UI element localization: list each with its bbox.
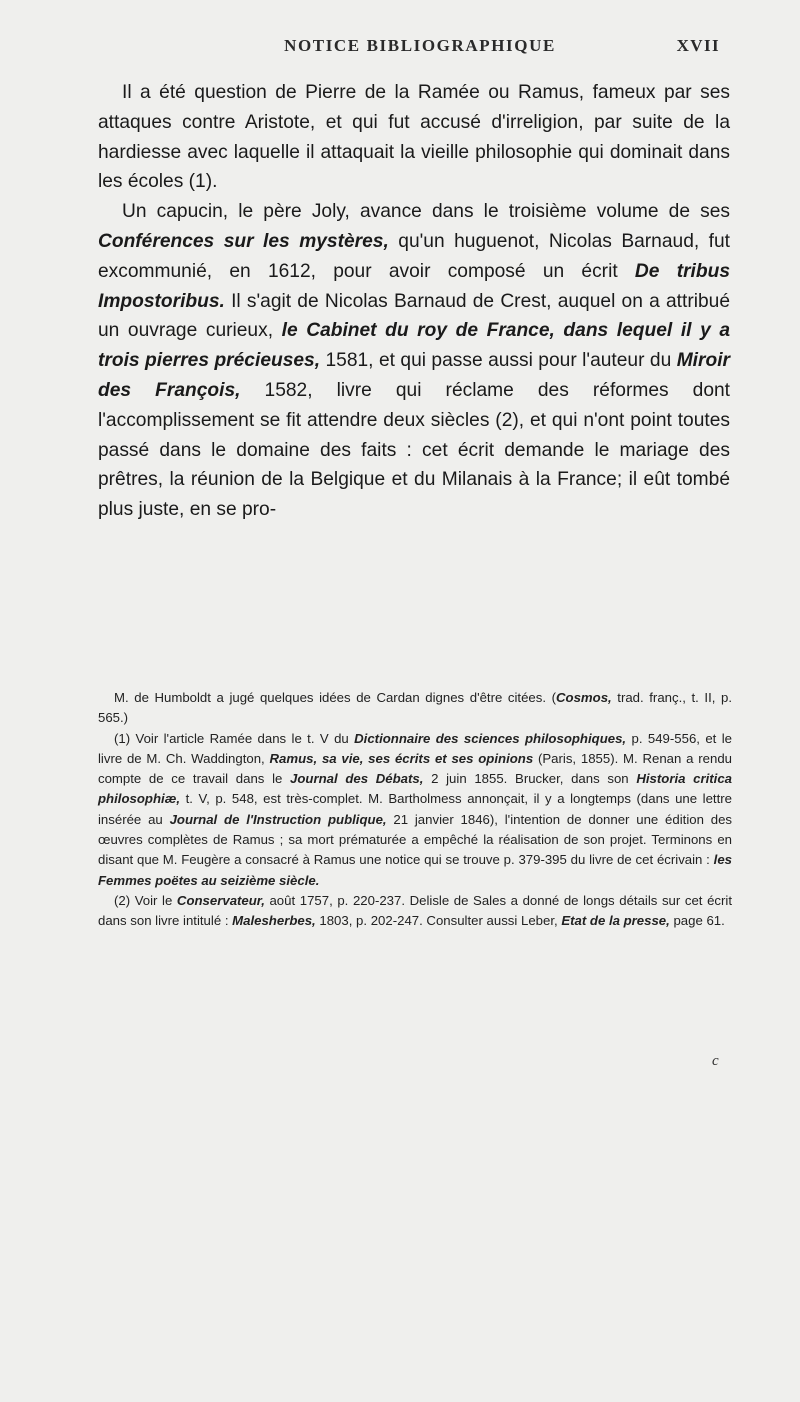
title-cosmos: Cosmos, [556, 690, 612, 705]
title-de-tribus: De tribus Impostoribus. [98, 260, 731, 312]
signature-mark: c [712, 1053, 719, 1069]
title-journal-debats: Journal des Débats, [290, 771, 424, 787]
footnote-continuation [98, 688, 732, 729]
title-femmes-poetes: les Femmes poëtes au seizième siècle. [98, 852, 732, 888]
text-run: (Paris, 1855). M. Renan a rendu compte de ce travail dans le [98, 750, 732, 787]
text-run: août 1757, p. 220-237. Delisle de Sales a donné de longs détails sur cet écrit dans son livre intitulé : [98, 892, 732, 929]
title-cabinet: le Cabinet du roy de France, dans lequel il y a trois pierres précieuses, [98, 320, 730, 372]
text-run: (1) Voir l'article Ramée dans le t. V du [114, 730, 355, 746]
text-run: 1581, et qui passe aussi pour l'auteur du [320, 350, 677, 372]
text-run: M. de Humboldt a jugé quelques idées de Cardan dignes d'être citées. ( [114, 690, 556, 705]
text-run: qu'un huguenot, Nicolas Barnaud, fut excommunié, en 1612, pour avoir composé un écrit [98, 230, 731, 282]
footnotes [98, 688, 732, 932]
title-journal-instruction: Journal de l'Instruction publique, [169, 811, 387, 827]
text-run: 21 janvier 1846), l'intention de donner une édition des œuvres complètes de Ramus ; sa mort prématurée a empêché la réalisation de son projet. Terminons en disant que M. Feugère a consacré à Ramus une notice qui se trouve p. 379-395 du livre de cet écrivain : [98, 811, 732, 868]
footnote-1 [98, 729, 732, 891]
running-head [120, 36, 720, 60]
text-run: Il s'agit de Nicolas Barnaud de Crest, auquel on a attribué un ouvrage curieux, [98, 290, 730, 342]
title-conferences: Conférences sur les mystères, [98, 230, 389, 252]
text-run: page 61. [669, 913, 725, 929]
page-number: XVII [676, 36, 720, 55]
paragraph-barnaud [98, 197, 730, 525]
text-run: trad. franç., t. II, p. 565.) [98, 690, 732, 726]
running-title: NOTICE BIBLIOGRAPHIQUE [284, 36, 556, 55]
text-run: 1803, p. 202-247. Consulter aussi Leber, [315, 913, 562, 929]
title-etat-presse: Etat de la presse, [561, 913, 670, 929]
title-historia: Historia critica philosophiæ, [98, 771, 732, 807]
footnote-2 [98, 891, 732, 932]
text-run: 2 juin 1855. Brucker, dans son [423, 771, 637, 787]
text-run: 1582, livre qui réclame des réformes dont l'accomplissement se fit attendre deux siècles (2), et qui n'ont point toutes passé dans le domaine des faits : cet écrit demande le mariage des prêtres, la réunion de la Belgique et du Milanais à la France; il eût tombé plus juste, en se pro- [98, 379, 731, 521]
paragraph-ramus: Il a été question de Pierre de la Ramée ou Ramus, fameux par ses attaques contre Aristote, et qui fut accusé d'irreligion, par suite de la hardiesse avec laquelle il attaquait la vieille philosophie qui dominait dans les écoles (1). [98, 82, 730, 193]
text-run: Un capucin, le père Joly, avance dans le troisième volume de ses [122, 201, 730, 223]
title-ramus-vie: Ramus, sa vie, ses écrits et ses opinions [269, 750, 534, 766]
main-text [98, 78, 730, 525]
text-run: p. 549-556, et le livre de M. Ch. Waddington, [98, 730, 732, 766]
title-miroir: Miroir des François, [98, 350, 731, 401]
title-malesherbes: Malesherbes, [232, 913, 316, 929]
text-run: (2) Voir le [114, 892, 177, 908]
text-run: t. V, p. 548, est très-complet. M. Bartholmess annonçait, il y a longtemps (dans une lettre insérée au [98, 791, 732, 827]
title-dictionnaire: Dictionnaire des sciences philosophiques, [354, 730, 627, 746]
title-conservateur: Conservateur, [176, 892, 265, 908]
